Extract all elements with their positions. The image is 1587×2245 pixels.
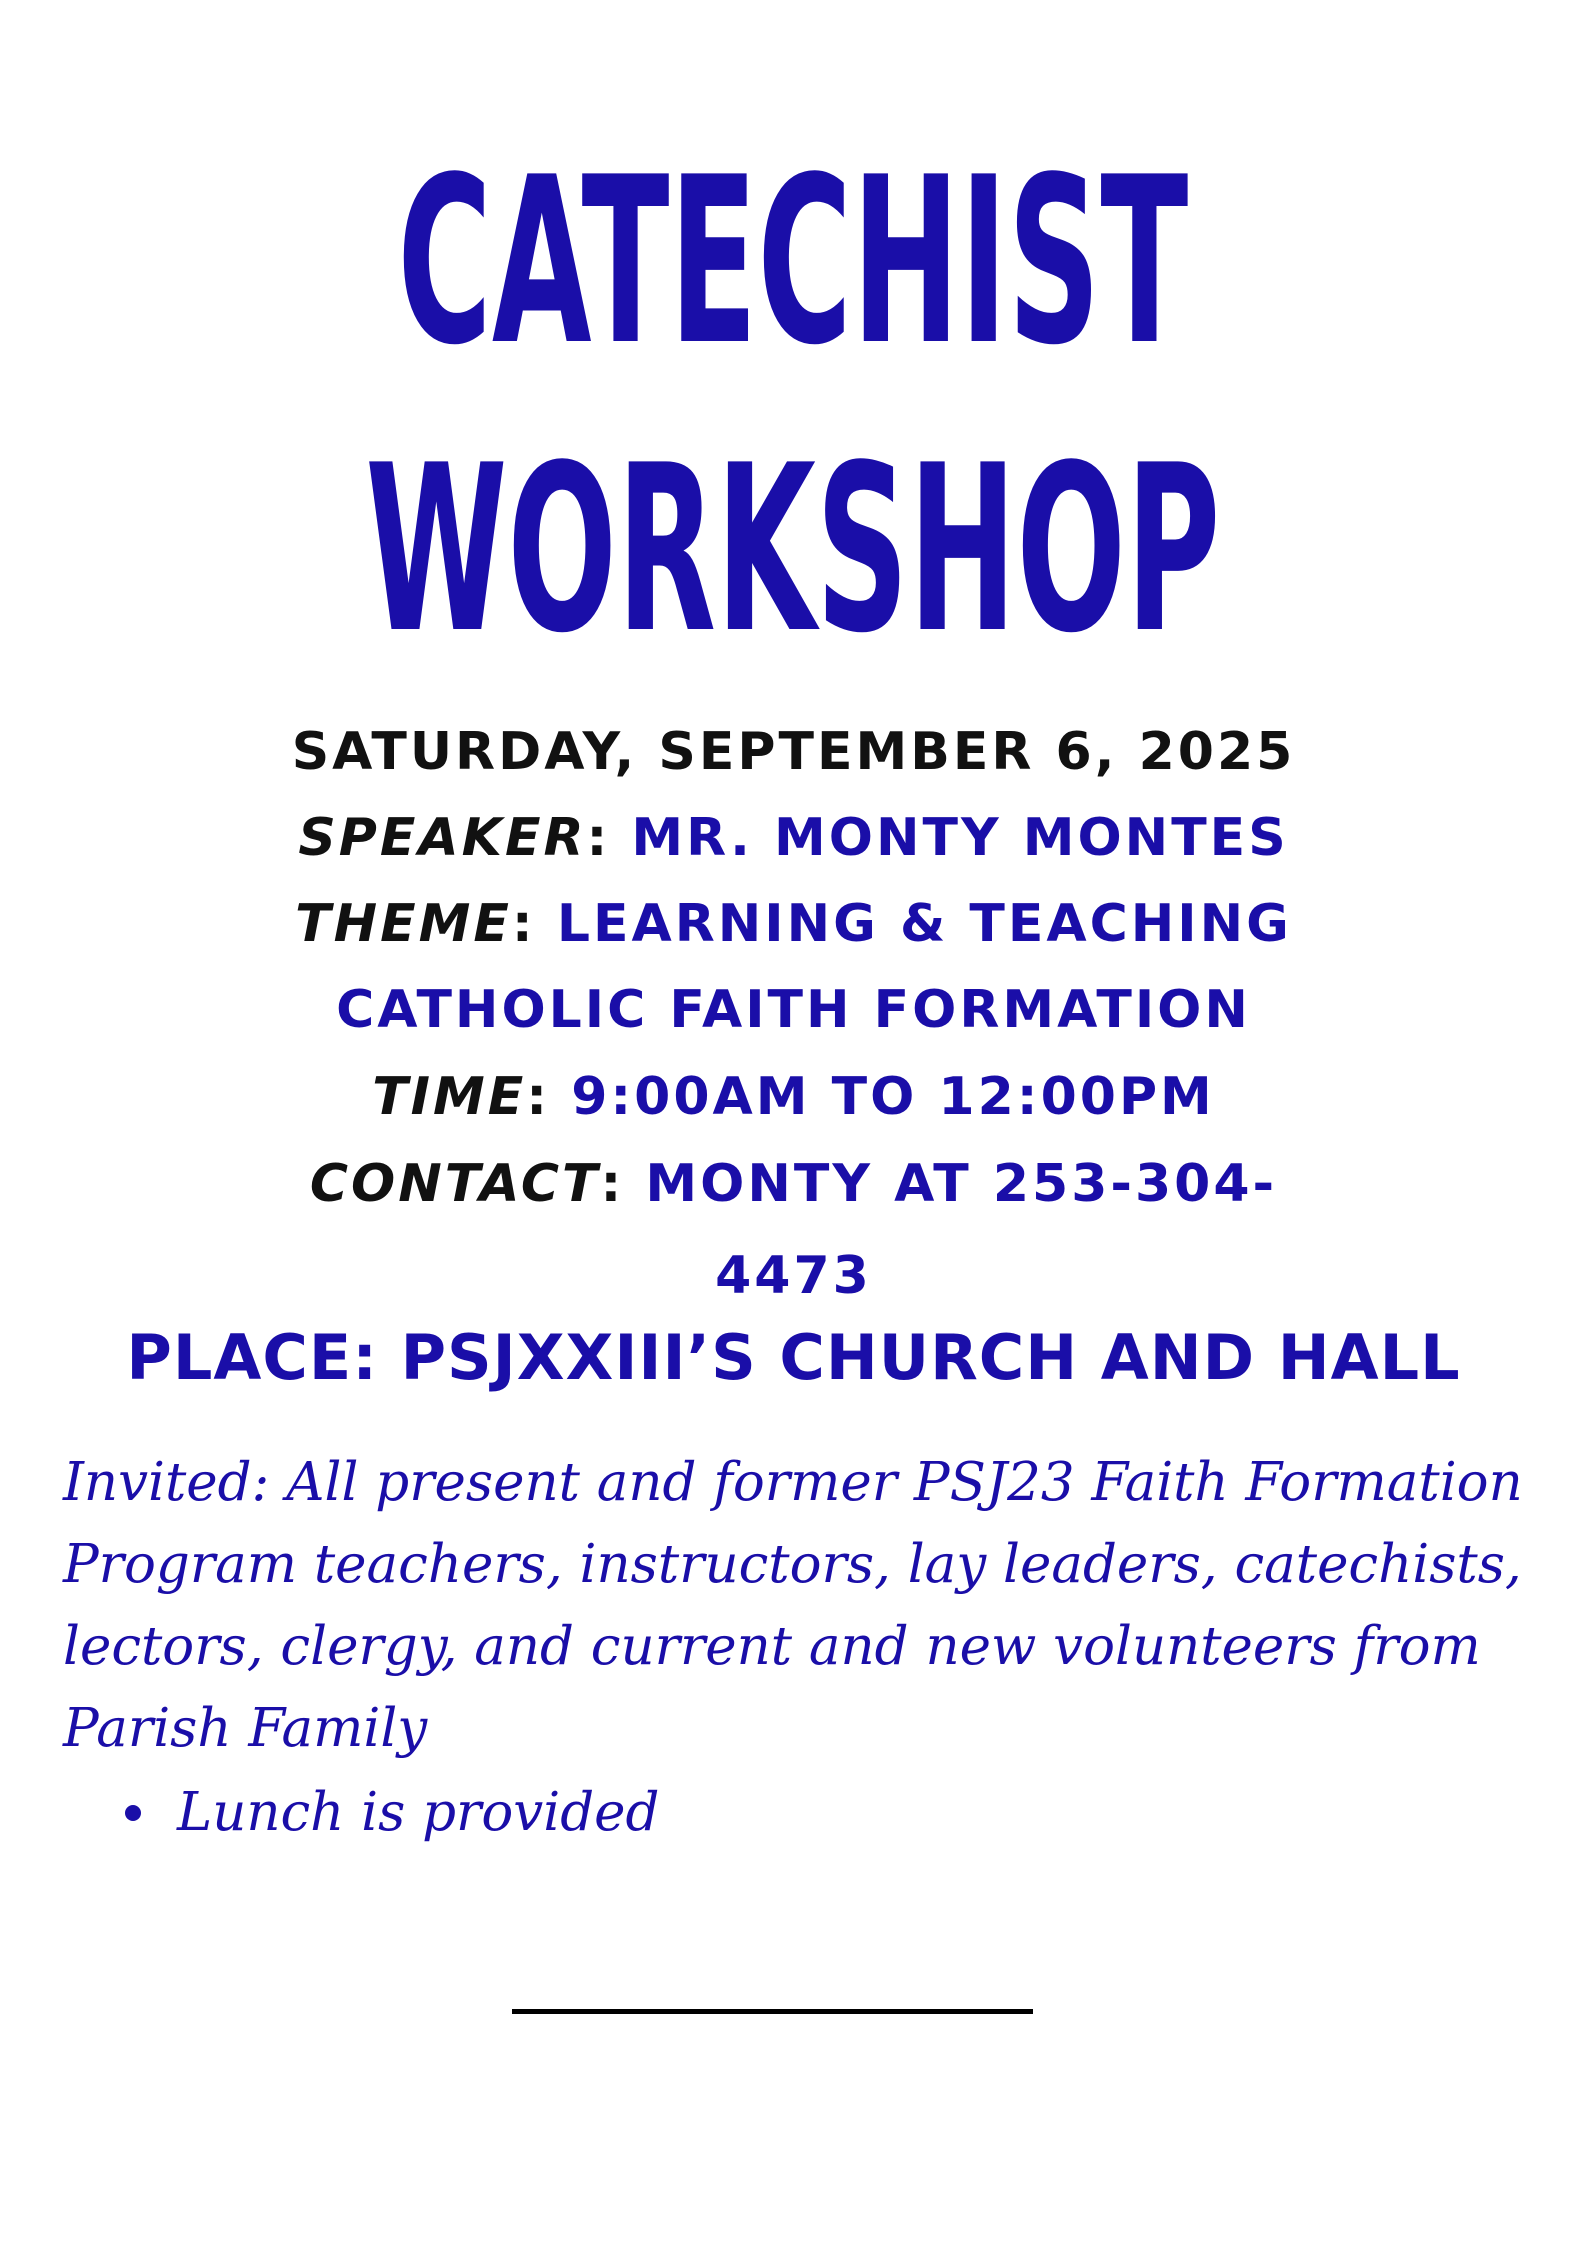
- time-label: TIME: [372, 1067, 527, 1127]
- speaker-colon: :: [586, 808, 632, 868]
- contact-value-line-1: MONTY AT 253-304-: [645, 1154, 1278, 1214]
- signature-rule: [512, 2009, 1033, 2014]
- bullet-text: Lunch is provided: [177, 1782, 660, 1843]
- bullet-list: [125, 1772, 659, 1854]
- time-line: [0, 1067, 1587, 1127]
- time-value: 9:00AM TO 12:00PM: [571, 1067, 1215, 1127]
- contact-colon: :: [600, 1154, 646, 1214]
- list-item: [125, 1772, 659, 1854]
- theme-colon: :: [511, 894, 557, 954]
- speaker-line: [0, 808, 1587, 868]
- contact-value-line-2: 4473: [715, 1246, 872, 1306]
- place-line: PLACE: PSJXXIII’S CHURCH AND HALL: [126, 1321, 1461, 1394]
- speaker-label: SPEAKER: [298, 808, 587, 868]
- theme-line: [0, 894, 1587, 954]
- theme-label: THEME: [295, 894, 512, 954]
- time-colon: :: [526, 1067, 572, 1127]
- bullet-icon: [125, 1805, 141, 1821]
- invited-paragraph: Invited: All present and former PSJ23 Faith Formation Program teachers, instructors, lay leaders, catechists, lectors, clergy, and current and new volunteers from Parish Family: [63, 1452, 1523, 1759]
- title-line-2: WORKSHOP: [365, 417, 1221, 684]
- speaker-value: MR. MONTY MONTES: [631, 808, 1289, 868]
- title-line-1: CATECHIST: [397, 129, 1189, 396]
- theme-value-line-2: CATHOLIC FAITH FORMATION: [336, 980, 1251, 1040]
- contact-line: [0, 1154, 1587, 1214]
- theme-value-line-1: LEARNING & TEACHING: [556, 894, 1292, 954]
- event-date: SATURDAY, SEPTEMBER 6, 2025: [291, 722, 1296, 782]
- contact-label: CONTACT: [309, 1154, 601, 1214]
